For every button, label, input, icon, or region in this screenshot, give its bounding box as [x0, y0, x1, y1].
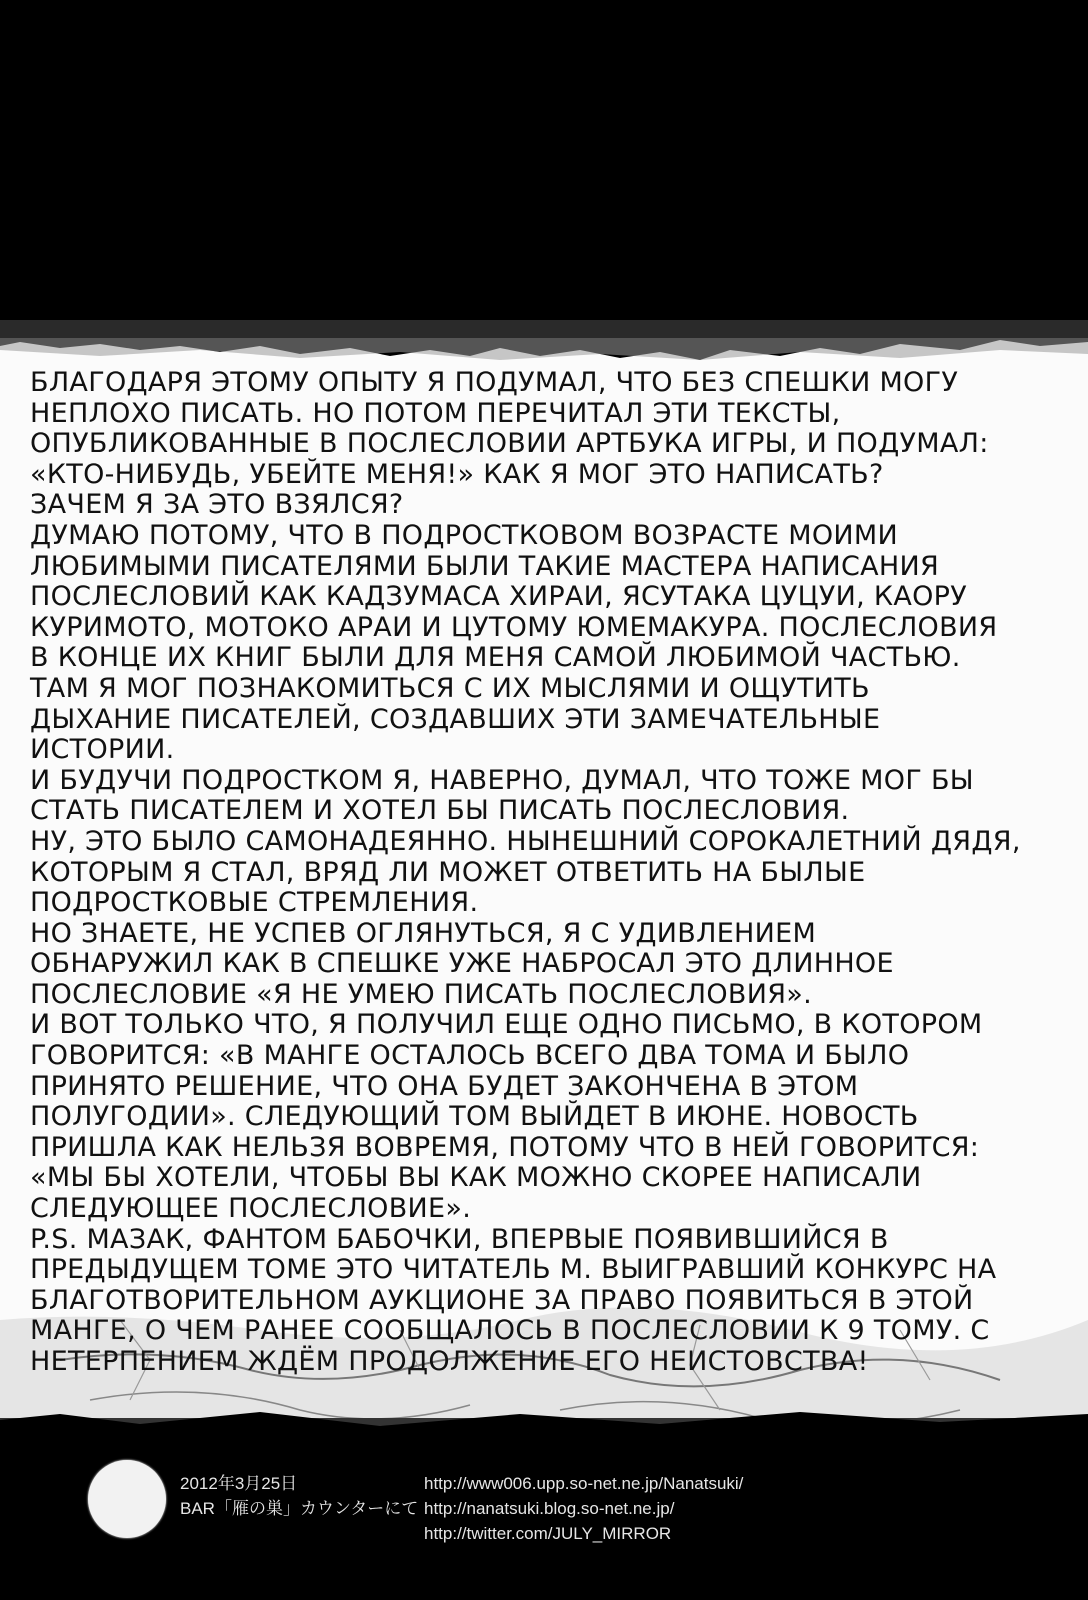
text-line: ПОСЛЕСЛОВИЙ КАК КАДЗУМАСА ХИРАИ, ЯСУТАКА ЦУЦУИ, КАОРУ	[30, 581, 968, 613]
text-line: ПОДРОСТКОВЫЕ СТРЕМЛЕНИЯ.	[30, 887, 479, 919]
text-line: ДУМАЮ ПОТОМУ, ЧТО В ПОДРОСТКОВОМ ВОЗРАСТЕ МОИМИ	[30, 519, 898, 551]
text-line: И БУДУЧИ ПОДРОСТКОМ Я, НАВЕРНО, ДУМАЛ, ЧТО ТОЖЕ МОГ БЫ	[30, 764, 974, 796]
text-line: МАНГЕ, О ЧЕМ РАНЕЕ СООБЩАЛОСЬ В ПОСЛЕСЛОВИИ К 9 ТОМУ. С	[30, 1315, 990, 1347]
text-line: ЗАЧЕМ Я ЗА ЭТО ВЗЯЛСЯ?	[30, 489, 404, 521]
afterword-text	[30, 368, 1060, 1378]
text-line: НО ЗНАЕТЕ, НЕ УСПЕВ ОГЛЯНУТЬСЯ, Я С УДИВЛЕНИЕМ	[30, 917, 817, 949]
text-line: НЕПЛОХО ПИСАТЬ. НО ПОТОМ ПЕРЕЧИТАЛ ЭТИ ТЕКСТЫ,	[30, 397, 841, 429]
text-line: ЛЮБИМЫМИ ПИСАТЕЛЯМИ БЫЛИ ТАКИЕ МАСТЕРА НАПИСАНИЯ	[30, 550, 940, 582]
text-line: СЛЕДУЮЩЕЕ ПОСЛЕСЛОВИЕ».	[30, 1193, 472, 1225]
text-line: ПОЛУГОДИИ». СЛЕДУЮЩИЙ ТОМ ВЫЙДЕТ В ИЮНЕ. НОВОСТЬ	[30, 1101, 919, 1133]
text-line: «МЫ БЫ ХОТЕЛИ, ЧТОБЫ ВЫ КАК МОЖНО СКОРЕЕ НАПИСАЛИ	[30, 1162, 922, 1194]
footer-link-blog[interactable]: http://nanatsuki.blog.so-net.ne.jp/	[424, 1499, 675, 1518]
footer-links	[424, 1471, 743, 1546]
footer-link-twitter[interactable]: http://twitter.com/JULY_MIRROR	[424, 1524, 672, 1543]
text-line: ПРИНЯТО РЕШЕНИЕ, ЧТО ОНА БУДЕТ ЗАКОНЧЕНА В ЭТОМ	[30, 1070, 859, 1102]
text-line: ОБНАРУЖИЛ КАК В СПЕШКЕ УЖЕ НАБРОСАЛ ЭТО ДЛИННОЕ	[30, 948, 894, 980]
footer-place: BAR「雁の巣」カウンターにて	[180, 1499, 419, 1518]
text-line: ГОВОРИТСЯ: «В МАНГЕ ОСТАЛОСЬ ВСЕГО ДВА ТОМА И БЫЛО	[30, 1040, 910, 1072]
text-line: ПОСЛЕСЛОВИЕ «Я НЕ УМЕЮ ПИСАТЬ ПОСЛЕСЛОВИЯ».	[30, 978, 812, 1010]
text-line: ОПУБЛИКОВАННЫЕ В ПОСЛЕСЛОВИИ АРТБУКА ИГРЫ, И ПОДУМАЛ:	[30, 428, 989, 460]
text-line: P.S. МАЗАК, ФАНТОМ БАБОЧКИ, ВПЕРВЫЕ ПОЯВИВШИЙСЯ В	[30, 1223, 889, 1255]
top-black-area	[0, 0, 1088, 330]
text-line: ДЫХАНИЕ ПИСАТЕЛЕЙ, СОЗДАВШИХ ЭТИ ЗАМЕЧАТЕЛЬНЫЕ	[30, 703, 881, 735]
text-line: БЛАГОТВОРИТЕЛЬНОМ АУКЦИОНЕ ЗА ПРАВО ПОЯВИТЬСЯ В ЭТОЙ	[30, 1284, 974, 1316]
text-line: КОТОРЫМ Я СТАЛ, ВРЯД ЛИ МОЖЕТ ОТВЕТИТЬ НА БЫЛЫЕ	[30, 856, 866, 888]
text-line: НУ, ЭТО БЫЛО САМОНАДЕЯННО. НЫНЕШНИЙ СОРОКАЛЕТНИЙ ДЯДЯ,	[30, 825, 1021, 857]
text-line: ПРИШЛА КАК НЕЛЬЗЯ ВОВРЕМЯ, ПОТОМУ ЧТО В НЕЙ ГОВОРИТСЯ:	[30, 1131, 980, 1163]
footer-link-homepage[interactable]: http://www006.upp.so-net.ne.jp/Nanatsuki/	[424, 1474, 744, 1493]
footer-signature	[180, 1471, 418, 1521]
text-line: ТАМ Я МОГ ПОЗНАКОМИТЬСЯ С ИХ МЫСЛЯМИ И ОЩУТИТЬ	[30, 672, 870, 704]
footer-date: 2012年3月25日	[180, 1474, 298, 1493]
text-line: КУРИМОТО, МОТОКО АРАИ И ЦУТОМУ ЮМЕМАКУРА. ПОСЛЕСЛОВИЯ	[30, 611, 998, 643]
text-line: «КТО-НИБУДЬ, УБЕЙТЕ МЕНЯ!» КАК Я МОГ ЭТО НАПИСАТЬ?	[30, 458, 884, 490]
text-line: ИСТОРИИ.	[30, 734, 175, 766]
text-line: БЛАГОДАРЯ ЭТОМУ ОПЫТУ Я ПОДУМАЛ, ЧТО БЕЗ СПЕШКИ МОГУ	[30, 367, 959, 398]
text-line: И ВОТ ТОЛЬКО ЧТО, Я ПОЛУЧИЛ ЕЩЕ ОДНО ПИСЬМО, В КОТОРОМ	[30, 1009, 983, 1041]
text-line: НЕТЕРПЕНИЕМ ЖДЁМ ПРОДОЛЖЕНИЕ ЕГО НЕИСТОВСТВА!	[30, 1346, 869, 1377]
text-line: В КОНЦЕ ИХ КНИГ БЫЛИ ДЛЯ МЕНЯ САМОЙ ЛЮБИМОЙ ЧАСТЬЮ.	[30, 642, 961, 674]
moon-icon	[88, 1460, 166, 1538]
text-line: СТАТЬ ПИСАТЕЛЕМ И ХОТЕЛ БЫ ПИСАТЬ ПОСЛЕСЛОВИЯ.	[30, 795, 850, 827]
text-line: ПРЕДЫДУЩЕМ ТОМЕ ЭТО ЧИТАТЕЛЬ М. ВЫИГРАВШИЙ КОНКУРС НА	[30, 1254, 997, 1286]
